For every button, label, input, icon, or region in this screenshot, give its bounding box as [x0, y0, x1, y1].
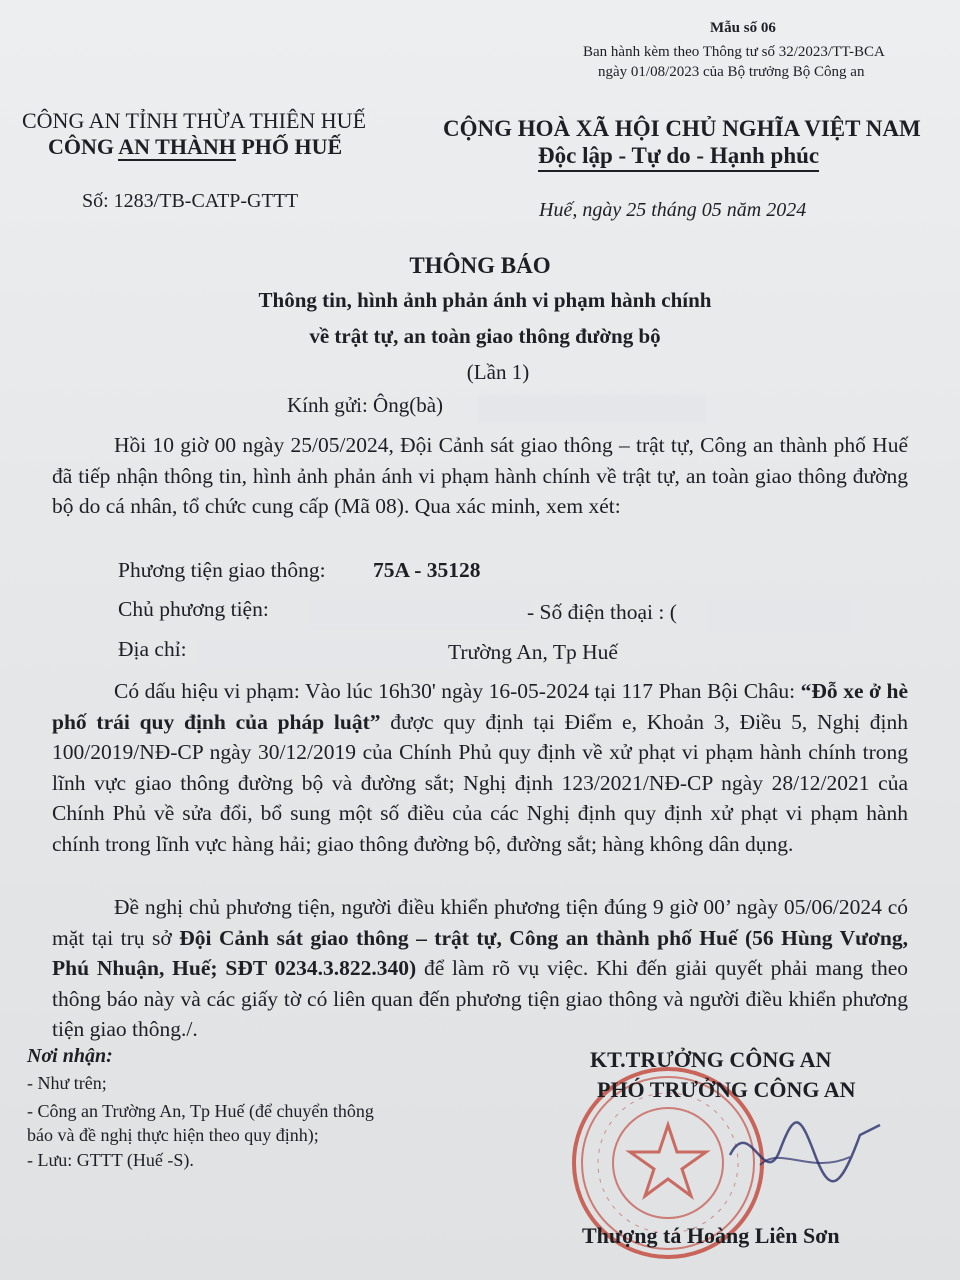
recipients-item: - Lưu: GTTT (Huế -S). [27, 1150, 194, 1170]
request-text-b: để làm rõ vụ việc. Khi đến giải quyết phải mang theo thông báo này và các giấy tờ có liên quan đến phương tiện giao thông và người điều khiển phương tiện giao thông./. [52, 956, 908, 1041]
agency-parent: CÔNG AN TỈNH THỪA THIÊN HUẾ [22, 108, 367, 133]
vehicle-plate: 75A - 35128 [373, 558, 481, 582]
recipients-item: - Như trên; [27, 1073, 107, 1093]
redacted-address [200, 642, 445, 668]
paragraph-intro [52, 430, 908, 522]
redacted-owner-name [310, 602, 528, 628]
handwritten-signature-icon [720, 1095, 890, 1205]
recipients-item: - Công an Trường An, Tp Huế (để chuyển thông [27, 1101, 374, 1121]
agency-unit-part3: PHỐ HUẾ [235, 134, 343, 159]
paragraph-violation [52, 676, 908, 859]
agency-unit [48, 134, 342, 160]
redacted-phone [708, 602, 850, 630]
agency-unit-part1: CÔNG [48, 134, 119, 159]
owner-label: Chủ phương tiện: [118, 597, 269, 621]
paragraph-intro-text: Hồi 10 giờ 00 ngày 25/05/2024, Đội Cảnh sát giao thông – trật tự, Công an thành phố Huế đã tiếp nhận thông tin, hình ảnh phản ánh vi phạm hành chính về trật tự, an toàn giao thông đường bộ do cá nhân, tổ chức cung cấp (Mã 08). Qua xác minh, xem xét: [52, 433, 908, 518]
form-issued-date: ngày 01/08/2023 của Bộ trưởng Bộ Công an [598, 64, 865, 80]
address-label: Địa chỉ: [118, 637, 187, 661]
violation-description: “Đỗ xe ở hè phố trái quy định của pháp luật” [52, 679, 908, 734]
violation-text-b: được quy định tại Điểm e, Khoản 3, Điều 5, Nghị định 100/2019/NĐ-CP ngày 30/12/2019 của Chính Phủ quy định về xử phạt vi phạm hành chính trong lĩnh vực giao thông đường bộ và đường sắt; Nghị định 123/2021/NĐ-CP ngày 28/12/2021 của Chính Phủ về sửa đổi, bổ sung một số điều của các Nghị định quy định xử phạt vi phạm hành chính trong lĩnh vực hàng hải; giao thông đường bộ, đường sắt; hàng không dân dụng. [52, 709, 908, 856]
form-number: Mẫu số 06 [710, 20, 776, 36]
place-date: Huế, ngày 25 tháng 05 năm 2024 [539, 199, 807, 221]
republic-motto: Độc lập - Tự do - Hạnh phúc [538, 143, 819, 172]
request-text-a: Đề nghị chủ phương tiện, người điều khiển phương tiện đúng 9 giờ 00’ ngày 05/06/2024 có mặt tại trụ sở [52, 895, 908, 950]
document-title: THÔNG BÁO [409, 253, 551, 278]
signer-name: Thượng tá Hoàng Liên Sơn [582, 1223, 840, 1248]
occurrence: (Lần 1) [466, 360, 530, 384]
violation-text-a: Có dấu hiệu vi phạm: Vào lúc 16h30' ngày 16-05-2024 tại 117 Phan Bội Châu: [114, 679, 801, 703]
recipients-title: Nơi nhận: [27, 1045, 113, 1067]
request-location: Đội Cảnh sát giao thông – trật tự, Công an thành phố Huế (56 Hùng Vương, Phú Nhuận, Huế; SĐT 0234.3.822.340) [52, 925, 909, 980]
signature-title-2: PHÓ TRƯỞNG CÔNG AN [597, 1077, 856, 1102]
phone-label: - Số điện thoại : ( [527, 600, 677, 624]
vehicle-label: Phương tiện giao thông: [118, 558, 326, 582]
document-subtitle-2: về trật tự, an toàn giao thông đường bộ [309, 324, 661, 348]
address-value: Trường An, Tp Huế [448, 640, 618, 664]
form-issued-with: Ban hành kèm theo Thông tư số 32/2023/TT-BCA [583, 44, 885, 60]
signature-title-1: KT.TRƯỞNG CÔNG AN [590, 1047, 832, 1072]
document-subtitle-1: Thông tin, hình ảnh phản ánh vi phạm hành chính [258, 288, 712, 312]
document-number: Số: 1283/TB-CATP-GTTT [82, 190, 299, 212]
agency-unit-part2: AN THÀNH [118, 134, 236, 159]
paragraph-request [52, 892, 908, 1045]
recipients-item: báo và đề nghị thực hiện theo quy định); [27, 1125, 319, 1145]
republic-name: CỘNG HOÀ XÃ HỘI CHỦ NGHĨA VIỆT NAM [443, 116, 921, 141]
recipient-line: Kính gửi: Ông(bà) [287, 393, 444, 417]
redacted-recipient-name [478, 396, 706, 422]
